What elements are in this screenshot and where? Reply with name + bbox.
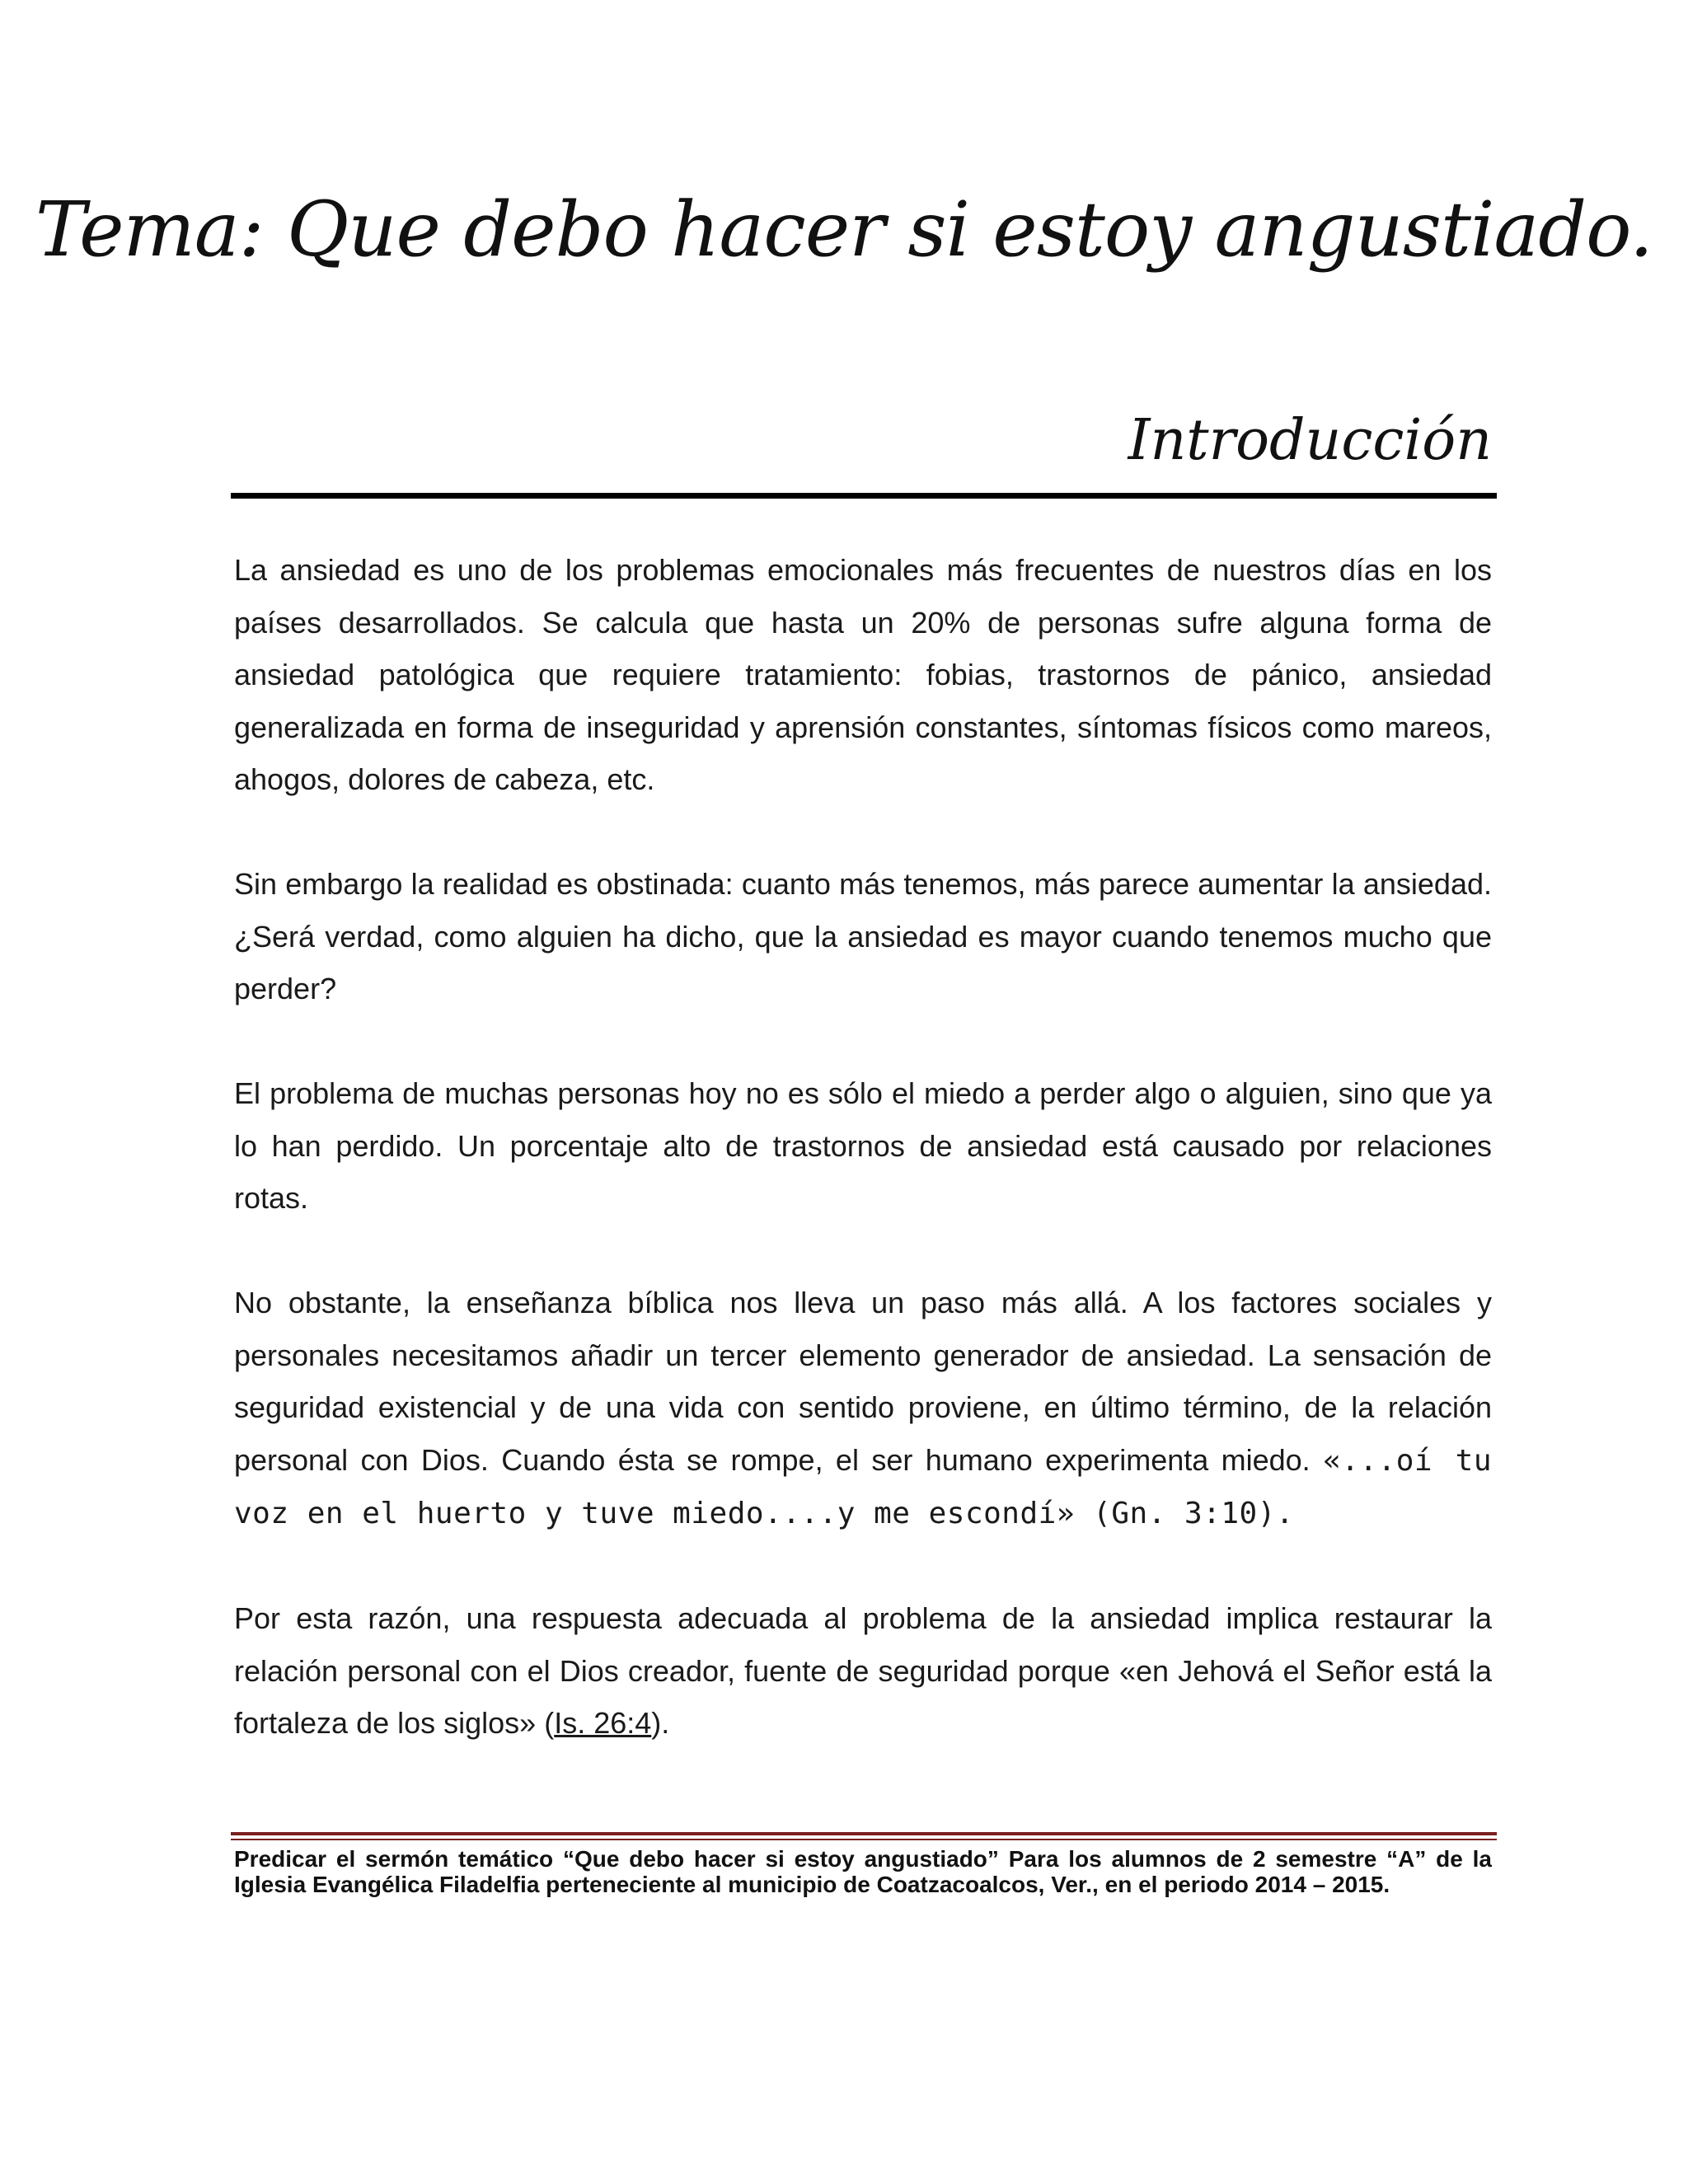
heading-divider (231, 493, 1497, 499)
page-footer: Predicar el sermón temático “Que debo hacer si estoy angustiado” Para los alumnos de 2 semestre “A” de la Iglesia Evangélica Filadelfia perteneciente al municipio de Coatzacoalcos, Ver., en el periodo 2014 – 2015. (234, 1846, 1492, 1897)
section-heading-introduccion: Introducción (1128, 408, 1492, 473)
footer-divider-thin (231, 1839, 1497, 1840)
paragraph-4-text: No obstante, la enseñanza bíblica nos lleva un paso más allá. A los factores sociales y personales necesitamos añadir un tercer elemento generador de ansiedad. La sensación de seguridad existencial y de una vida con sentido proviene, en último término, de la relación personal con Dios. Cuando ésta se rompe, el ser humano experimenta miedo. (234, 1286, 1492, 1477)
paragraph-5 (234, 1592, 1492, 1750)
document-body (234, 544, 1492, 1802)
paragraph-1: La ansiedad es uno de los problemas emocionales más frecuentes de nuestros días en los países desarrollados. Se calcula que hasta un 20% de personas sufre alguna forma de ansiedad patológica que requiere tratamiento: fobias, trastornos de pánico, ansiedad generalizada en forma de inseguridad y aprensión constantes, síntomas físicos como mareos, ahogos, dolores de cabeza, etc. (234, 553, 1492, 796)
bible-reference-link[interactable]: Is. 26:4 (554, 1706, 652, 1740)
paragraph-2: Sin embargo la realidad es obstinada: cuanto más tenemos, más parece aumentar la ansiedad. ¿Será verdad, como alguien ha dicho, que la ansiedad es mayor cuando tenemos mucho que perder? (234, 867, 1492, 1005)
page-title: Tema: Que debo hacer si estoy angustiado. (35, 185, 1653, 274)
footer-divider-thick (231, 1832, 1497, 1835)
paragraph-3: El problema de muchas personas hoy no es sólo el miedo a perder algo o alguien, sino que ya lo han perdido. Un porcentaje alto de trastornos de ansiedad está causado por relaciones rotas. (234, 1076, 1492, 1215)
bible-quote-genesis: «...oí tu voz en el huerto y tuve miedo....y me escondí» (Gn. 3:10). (234, 1443, 1492, 1530)
paragraph-4 (234, 1277, 1492, 1540)
paragraph-5-text: Por esta razón, una respuesta adecuada al problema de la ansiedad implica restaurar la relación personal con el Dios creador, fuente de seguridad porque «en Jehová el Señor está la fortaleza de los siglos» ( (234, 1601, 1492, 1740)
paragraph-5-end: ). (651, 1706, 670, 1740)
